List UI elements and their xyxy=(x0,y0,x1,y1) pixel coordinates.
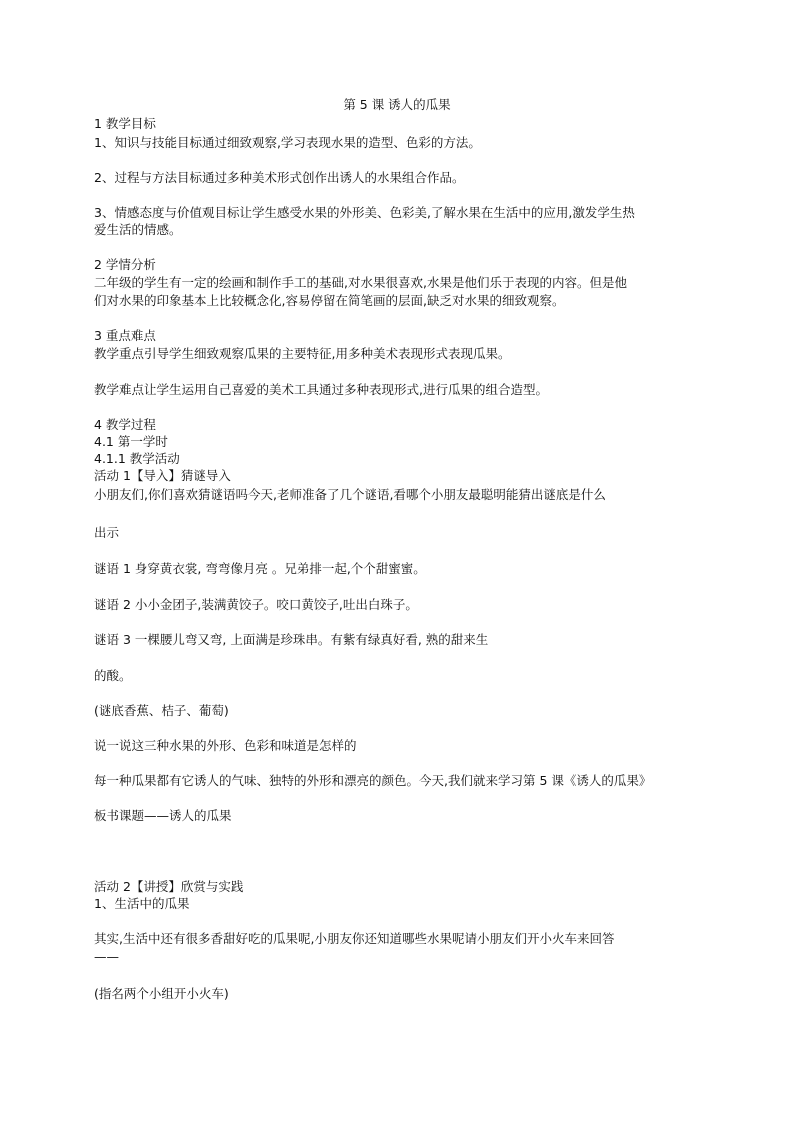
heading-student-analysis: 2 学情分析 xyxy=(94,257,156,272)
paragraph-riddle-intro: 小朋友们,你们喜欢猜谜语吗今天,老师准备了几个谜语,看哪个小朋友最聪明能猜出谜底是什么 xyxy=(94,487,606,502)
paragraph-riddle-1: 谜语 1 身穿黄衣裳, 弯弯像月亮 。兄弟排一起,个个甜蜜蜜。 xyxy=(94,561,426,576)
paragraph-discussion: 说一说这三种水果的外形、色彩和味道是怎样的 xyxy=(94,738,357,753)
paragraph-difficulty: 教学难点让学生运用自己喜爱的美术工具通过多种表现形式,进行瓜果的组合造型。 xyxy=(94,382,548,397)
paragraph-goal-2: 2、过程与方法目标通过多种美术形式创作出诱人的水果组合作品。 xyxy=(94,170,465,185)
paragraph-riddle-3-line-1: 谜语 3 一棵腰儿弯又弯, 上面满是珍珠串。有紫有绿真好看, 熟的甜来生 xyxy=(94,632,489,647)
paragraph-lesson-intro: 每一种瓜果都有它诱人的气味、独特的外形和漂亮的颜色。今天,我们就来学习第 5 课《诱人的瓜果》 xyxy=(94,773,652,788)
paragraph-fruits-question: 其实,生活中还有很多香甜好吃的瓜果呢,小朋友你还知道哪些水果呢请小朋友们开小火车来回答 xyxy=(94,931,615,946)
paragraph-key-point: 教学重点引导学生细致观察瓜果的主要特征,用多种美术表现形式表现瓜果。 xyxy=(94,346,511,361)
heading-activity-1: 活动 1【导入】猜谜导入 xyxy=(94,468,231,483)
paragraph-riddle-2: 谜语 2 小小金团子,装满黄饺子。咬口黄饺子,吐出白珠子。 xyxy=(94,597,418,612)
paragraph-goal-1: 1、知识与技能目标通过细致观察,学习表现水果的造型、色彩的方法。 xyxy=(94,135,481,150)
paragraph-riddle-3-line-2: 的酸。 xyxy=(94,668,132,683)
heading-fruits-in-life: 1、生活中的瓜果 xyxy=(94,896,190,911)
paragraph-show: 出示 xyxy=(94,525,120,540)
paragraph-goal-3-line-1: 3、情感态度与价值观目标让学生感受水果的外形美、色彩美,了解水果在生活中的应用,激发学生热 xyxy=(94,205,635,220)
lesson-title: 第 5 课 诱人的瓜果 xyxy=(343,97,451,112)
heading-key-points: 3 重点难点 xyxy=(94,328,156,343)
paragraph-group-note: (指名两个小组开小火车) xyxy=(94,986,229,1001)
heading-teaching-goals: 1 教学目标 xyxy=(94,116,156,131)
paragraph-analysis-line-2: 们对水果的印象基本上比较概念化,容易停留在简笔画的层面,缺乏对水果的细致观察。 xyxy=(94,293,565,308)
paragraph-dash: —— xyxy=(94,949,119,964)
paragraph-goal-3-line-2: 爱生活的情感。 xyxy=(94,222,182,237)
paragraph-riddle-answers: (谜底香蕉、桔子、葡萄) xyxy=(94,703,229,718)
heading-activity-2: 活动 2【讲授】欣赏与实践 xyxy=(94,879,244,894)
paragraph-analysis-line-1: 二年级的学生有一定的绘画和制作手工的基础,对水果很喜欢,水果是他们乐于表现的内容。但是他 xyxy=(94,275,627,290)
paragraph-board-title: 板书课题——诱人的瓜果 xyxy=(94,808,232,823)
heading-first-period: 4.1 第一学时 xyxy=(94,434,168,449)
heading-teaching-activity: 4.1.1 教学活动 xyxy=(94,451,180,466)
heading-teaching-process: 4 教学过程 xyxy=(94,417,156,432)
